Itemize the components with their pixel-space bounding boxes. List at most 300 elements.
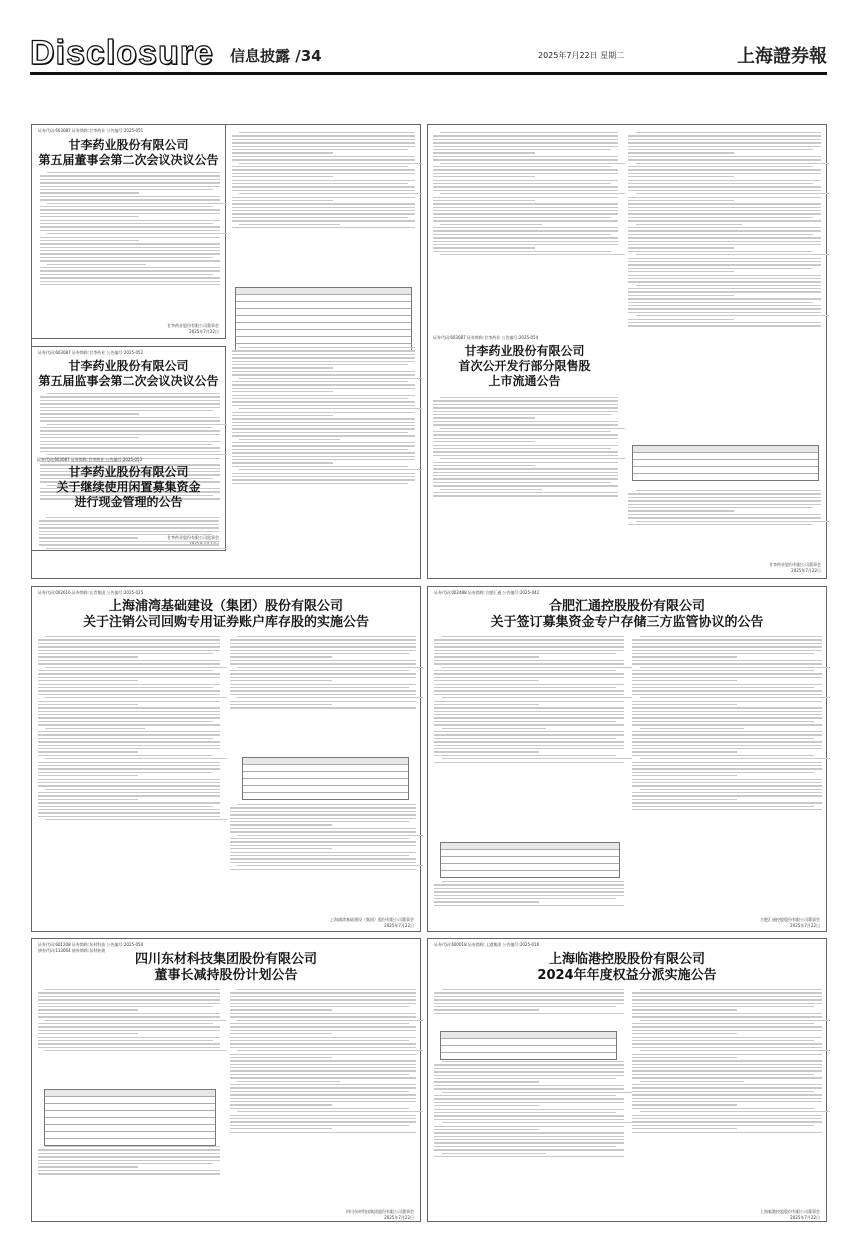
- notice-signature: 甘李药业股份有限公司董事会 2025年7月22日: [167, 323, 219, 334]
- text-line: [232, 173, 415, 174]
- notice-code: 证券代码:601208 证券简称:东材科技 公告编号:2025-050 债券代码:113064 债券简称:东材转债: [38, 942, 144, 953]
- text-line: [632, 694, 822, 695]
- text-line: [230, 848, 332, 849]
- text-line: [628, 500, 821, 501]
- text-line: [232, 445, 415, 446]
- text-line: [442, 758, 632, 759]
- text-line: [632, 1016, 822, 1017]
- notice-code: 证券代码:600018 证券简称:上港集团 公告编号:2025-016: [434, 942, 540, 947]
- text-line: [45, 1050, 227, 1051]
- text-line: [640, 1020, 830, 1021]
- text-line: [434, 996, 624, 997]
- text-line: [434, 721, 616, 722]
- table-row: [45, 1097, 215, 1104]
- text-line: [434, 1078, 616, 1079]
- text-line: [433, 180, 618, 181]
- text-line: [40, 196, 220, 197]
- text-line: [232, 405, 415, 406]
- text-line: [632, 643, 822, 644]
- text-line: [232, 180, 415, 181]
- text-line: [434, 711, 624, 712]
- notice-signature: 合肥汇通控股股份有限公司董事会 2025年7月22日: [760, 917, 820, 928]
- text-line: [40, 281, 220, 282]
- text-line: [230, 1098, 416, 1099]
- text-line: [232, 361, 415, 362]
- text-line: [230, 1125, 409, 1126]
- text-line: [433, 448, 611, 449]
- text-line: [632, 1070, 822, 1071]
- text-line: [40, 175, 220, 176]
- text-line: [632, 799, 737, 800]
- text-line: [38, 670, 213, 671]
- text-line: [230, 673, 416, 674]
- table-row: [243, 772, 408, 779]
- text-line: [40, 223, 213, 224]
- text-line: [442, 728, 547, 729]
- text-line: [38, 731, 220, 732]
- text-line: [434, 1105, 539, 1106]
- text-line: [232, 466, 408, 467]
- text-line: [433, 241, 618, 242]
- text-line: [434, 734, 624, 735]
- text-line: [628, 230, 821, 231]
- text-line: [230, 1009, 332, 1010]
- text-line: [636, 193, 829, 194]
- text-line: [640, 728, 745, 729]
- text-line: [628, 197, 821, 198]
- text-line: [230, 1023, 409, 1024]
- text-line: [40, 437, 139, 438]
- text-line: [433, 227, 618, 228]
- text-line: [628, 234, 813, 235]
- text-line: [632, 1074, 814, 1075]
- text-line: [40, 260, 220, 261]
- text-line: [628, 514, 821, 515]
- text-line: [40, 447, 220, 448]
- text-line: [433, 142, 618, 143]
- text-line: [433, 411, 618, 412]
- text-line: [45, 989, 220, 990]
- text-line: [40, 206, 213, 207]
- text-line: [434, 745, 624, 746]
- text-line: [40, 182, 220, 183]
- text-line: [434, 1126, 624, 1127]
- table-row: [243, 758, 408, 765]
- text-line: [433, 482, 611, 483]
- text-line: [632, 768, 822, 769]
- text-line: [433, 244, 618, 245]
- text-line: [628, 319, 734, 320]
- text-line: [628, 210, 821, 211]
- text-line: [38, 1013, 220, 1014]
- text-line: [628, 261, 821, 262]
- text-line: [434, 724, 624, 725]
- text-line: [40, 430, 220, 431]
- text-line: [632, 687, 814, 688]
- text-line: [632, 1064, 822, 1065]
- text-line: [632, 1057, 737, 1058]
- text-line: [632, 650, 822, 651]
- text-line: [40, 413, 139, 414]
- text-line: [632, 996, 822, 997]
- text-line: [632, 673, 822, 674]
- text-line: [632, 1026, 822, 1027]
- text-line: [433, 400, 618, 401]
- text-line: [433, 220, 618, 221]
- text-line: [40, 240, 139, 241]
- text-line: [40, 220, 220, 221]
- text-line: [232, 166, 408, 167]
- text-line: [230, 1087, 416, 1088]
- text-line: [434, 687, 616, 688]
- text-line: [232, 135, 415, 136]
- column-text: [433, 395, 618, 499]
- text-line: [433, 207, 618, 208]
- text-line: [232, 456, 415, 457]
- text-line: [38, 711, 220, 712]
- text-line: [230, 680, 332, 681]
- text-line: [434, 992, 624, 993]
- text-line: [632, 690, 822, 691]
- text-line: [40, 396, 220, 397]
- text-line: [230, 852, 416, 853]
- text-line: [632, 721, 814, 722]
- text-line: [628, 507, 813, 508]
- notice-dividend-distribution: [427, 938, 827, 1222]
- text-line: [237, 835, 423, 836]
- text-line: [636, 490, 821, 491]
- text-line: [434, 905, 624, 906]
- text-line: [628, 244, 821, 245]
- text-line: [433, 424, 618, 425]
- text-line: [632, 1087, 822, 1088]
- text-line: [434, 891, 624, 892]
- text-line: [433, 203, 618, 204]
- text-line: [38, 775, 138, 776]
- text-line: [232, 442, 415, 443]
- data-table: [632, 445, 819, 481]
- notice-body: [230, 987, 416, 1135]
- text-line: [433, 183, 611, 184]
- table-row: [45, 1132, 215, 1139]
- text-line: [230, 862, 416, 863]
- text-line: [632, 806, 814, 807]
- text-line: [40, 250, 220, 251]
- text-line: [433, 186, 618, 187]
- text-line: [434, 1156, 624, 1157]
- text-line: [628, 169, 821, 170]
- text-line: [640, 789, 822, 790]
- text-line: [434, 1139, 624, 1140]
- text-line: [628, 139, 821, 140]
- text-line: [230, 1064, 416, 1065]
- text-line: [40, 253, 220, 254]
- text-line: [38, 745, 220, 746]
- notice-code: 证券代码:002616 证券简称:长青集团 公告编号:2025-025: [38, 590, 144, 595]
- text-line: [38, 694, 220, 695]
- text-line: [640, 636, 822, 637]
- text-line: [434, 717, 624, 718]
- text-line: [38, 1153, 220, 1154]
- text-line: [38, 1156, 220, 1157]
- text-line: [40, 226, 220, 227]
- text-line: [632, 992, 822, 993]
- text-line: [433, 407, 618, 408]
- text-line: [232, 183, 408, 184]
- text-line: [632, 779, 822, 780]
- text-line: [38, 707, 220, 708]
- text-line: [632, 782, 822, 783]
- text-line: [628, 288, 821, 289]
- text-line: [230, 707, 416, 708]
- text-line: [434, 673, 624, 674]
- table-row: [236, 302, 411, 309]
- text-line: [628, 186, 821, 187]
- text-line: [40, 277, 220, 278]
- text-line: [39, 534, 212, 535]
- text-line: [232, 139, 415, 140]
- text-line: [440, 397, 618, 398]
- issue-date: 2025年7月22日 星期二: [538, 51, 625, 60]
- text-line: [38, 687, 213, 688]
- text-line: [232, 217, 408, 218]
- text-line: [232, 462, 333, 463]
- text-line: [632, 1132, 822, 1133]
- text-line: [40, 267, 220, 268]
- table-row: [243, 765, 408, 772]
- notice-signature: 甘李药业股份有限公司监事会: [167, 535, 219, 540]
- text-line: [38, 751, 138, 752]
- text-line: [632, 1009, 737, 1010]
- notice-body: [434, 634, 624, 765]
- text-line: [38, 704, 138, 705]
- text-line: [442, 697, 632, 698]
- text-line: [628, 241, 821, 242]
- text-line: [38, 1033, 138, 1034]
- text-line: [230, 855, 409, 856]
- text-line: [434, 670, 616, 671]
- text-line: [38, 1173, 220, 1174]
- text-line: [45, 1020, 227, 1021]
- notice-title: 甘李药业股份有限公司 第五届董事会第二次会议决议公告: [38, 138, 219, 167]
- text-line: [232, 473, 415, 474]
- text-line: [230, 660, 416, 661]
- text-line: [232, 176, 333, 177]
- text-line: [39, 531, 219, 532]
- text-line: [230, 1030, 416, 1031]
- text-line: [230, 869, 416, 870]
- text-line: [232, 425, 415, 426]
- text-line: [632, 670, 814, 671]
- text-line: [632, 748, 822, 749]
- text-line: [38, 792, 220, 793]
- text-line: [47, 264, 146, 265]
- notice-body: [38, 634, 220, 822]
- text-line: [40, 434, 220, 435]
- text-line: [628, 298, 821, 299]
- text-line: [239, 193, 422, 194]
- table-row: [633, 453, 818, 460]
- text-line: [628, 308, 821, 309]
- text-line: [433, 200, 535, 201]
- text-line: [38, 680, 138, 681]
- text-line: [38, 992, 220, 993]
- text-line: [434, 1003, 624, 1004]
- text-line: [442, 1061, 624, 1062]
- notice-body: [434, 987, 624, 1016]
- text-line: [628, 213, 821, 214]
- text-line: [230, 1101, 416, 1102]
- text-line: [640, 1111, 830, 1112]
- text-line: [440, 254, 625, 255]
- text-line: [632, 731, 822, 732]
- text-line: [632, 1033, 737, 1034]
- text-line: [628, 291, 821, 292]
- notice-custody-agreement: [427, 586, 827, 932]
- text-line: [628, 146, 821, 147]
- text-line: [40, 403, 220, 404]
- text-line: [230, 701, 416, 702]
- text-line: [433, 139, 618, 140]
- text-line: [434, 738, 616, 739]
- text-line: [628, 176, 734, 177]
- text-line: [632, 802, 822, 803]
- text-line: [433, 455, 618, 456]
- text-line: [434, 741, 624, 742]
- text-line: [434, 1085, 624, 1086]
- table-row: [441, 871, 619, 877]
- text-line: [230, 1006, 409, 1007]
- text-line: [46, 548, 226, 549]
- text-line: [230, 1043, 416, 1044]
- text-line: [230, 1037, 416, 1038]
- text-line: [433, 404, 618, 405]
- text-line: [442, 636, 624, 637]
- text-line: [232, 203, 415, 204]
- table-row: [45, 1111, 215, 1118]
- text-line: [38, 656, 138, 657]
- text-line: [230, 1067, 416, 1068]
- text-line: [434, 895, 624, 896]
- text-line: [434, 639, 624, 640]
- text-line: [232, 401, 415, 402]
- text-line: [230, 656, 332, 657]
- text-line: [434, 694, 624, 695]
- text-line: [40, 192, 139, 193]
- text-line: [38, 765, 220, 766]
- text-line: [632, 734, 822, 735]
- text-line: [628, 504, 821, 505]
- text-line: [433, 210, 618, 211]
- text-line: [38, 816, 220, 817]
- text-line: [628, 142, 821, 143]
- text-line: [230, 992, 416, 993]
- text-line: [433, 159, 618, 160]
- text-line: [636, 285, 821, 286]
- text-line: [38, 677, 220, 678]
- text-line: [230, 694, 416, 695]
- text-line: [632, 714, 822, 715]
- text-line: [442, 989, 624, 990]
- notice-title: 甘李药业股份有限公司 关于继续使用闲置募集资金 进行现金管理的公告: [56, 465, 201, 509]
- text-line: [38, 1166, 138, 1167]
- text-line: [38, 802, 220, 803]
- text-line: [237, 1111, 423, 1112]
- text-line: [632, 1101, 822, 1102]
- text-line: [632, 1098, 822, 1099]
- text-line: [39, 520, 219, 521]
- text-line: [230, 1013, 416, 1014]
- text-line: [230, 824, 332, 825]
- text-line: [632, 785, 822, 786]
- text-line: [434, 714, 624, 715]
- text-line: [632, 809, 822, 810]
- text-line: [434, 748, 624, 749]
- notice-signature: 上海浦湾基础建设（集团）股份有限公司董事会 2025年7月22日: [330, 917, 414, 928]
- text-line: [230, 1115, 416, 1116]
- text-line: [433, 445, 618, 446]
- notice-code: 证券代码:603087 证券简称:甘李药业 公告编号:2025-051: [38, 128, 144, 133]
- text-line: [230, 1128, 332, 1129]
- brand-title: Disclosure: [30, 34, 214, 72]
- text-line: [40, 417, 220, 418]
- text-line: [640, 1081, 745, 1082]
- text-line: [230, 811, 416, 812]
- notice-repurchase-cancellation: [31, 586, 421, 932]
- text-line: [632, 751, 737, 752]
- text-line: [45, 1146, 220, 1147]
- text-line: [433, 135, 618, 136]
- text-line: [40, 216, 139, 217]
- table-row: [633, 460, 818, 467]
- text-line: [230, 996, 416, 997]
- notice-signature: 上海临港控股股份有限公司董事会 2025年7月22日: [760, 1209, 820, 1220]
- text-line: [632, 795, 822, 796]
- text-line: [628, 268, 813, 269]
- text-line: [38, 782, 220, 783]
- text-line: [434, 660, 624, 661]
- text-line: [434, 1006, 616, 1007]
- text-line: [38, 717, 220, 718]
- text-line: [440, 428, 625, 429]
- notice-restricted-shares-header: [427, 335, 622, 388]
- text-line: [632, 755, 814, 756]
- text-line: [434, 1075, 624, 1076]
- text-line: [632, 724, 822, 725]
- text-line: [434, 1129, 539, 1130]
- text-line: [433, 462, 618, 463]
- text-line: [232, 149, 408, 150]
- text-line: [632, 772, 814, 773]
- text-line: [632, 765, 822, 766]
- column-text: [628, 488, 821, 527]
- text-line: [40, 274, 213, 275]
- text-line: [232, 350, 415, 351]
- text-line: [433, 475, 618, 476]
- text-line: [38, 1023, 213, 1024]
- text-line: [230, 687, 409, 688]
- text-line: [434, 690, 624, 691]
- text-line: [237, 1081, 339, 1082]
- text-line: [230, 690, 416, 691]
- text-line: [45, 758, 227, 759]
- text-line: [232, 186, 415, 187]
- text-line: [433, 197, 618, 198]
- text-line: [636, 132, 821, 133]
- text-line: [628, 264, 821, 265]
- data-table: [235, 287, 412, 351]
- text-line: [38, 762, 220, 763]
